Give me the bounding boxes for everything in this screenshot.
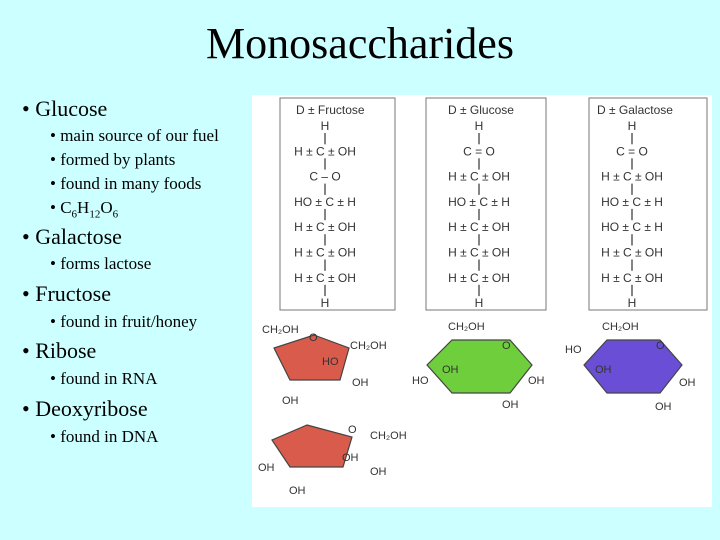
structures-svg xyxy=(252,95,712,507)
bullet-deoxyribose-item: • found in DNA xyxy=(50,427,159,446)
galactose-oh-right: OH xyxy=(679,377,696,389)
fructose-ch2oh-right: CH₂OH xyxy=(350,340,387,352)
glucose-ring-o: O xyxy=(502,340,511,352)
galactose-chain-label: D ± Galactose xyxy=(597,103,673,117)
chain-row: H ± C ± OH xyxy=(294,144,356,159)
ribose-oh-left: OH xyxy=(258,462,275,474)
bullet-glucose-item: • found in many foods xyxy=(50,174,202,193)
glucose-chain-label: D ± Glucose xyxy=(448,103,514,117)
galactose-ring-o: O xyxy=(656,340,665,352)
bullet-glucose: • Glucose xyxy=(22,96,108,121)
galactose-oh-bottom: OH xyxy=(655,401,672,413)
chain-row: H xyxy=(474,119,484,133)
chain-row: HO ± C ± H xyxy=(601,194,663,209)
formula-o: O xyxy=(100,198,113,217)
chain-row: H ± C ± OH xyxy=(448,245,510,260)
chain-row: C = O xyxy=(463,144,495,159)
chain-row: H xyxy=(474,296,484,311)
formula-bullet: • xyxy=(50,198,61,217)
chain-row: H ± C ± OH xyxy=(294,245,356,260)
formula-o-count: 6 xyxy=(112,208,119,221)
chain-row: H ± C ± OH xyxy=(294,220,356,235)
ribose-oh-inner: OH xyxy=(342,452,359,464)
chain-row: C – O xyxy=(309,169,341,184)
ribose-ch2oh: CH₂OH xyxy=(370,430,407,442)
fructose-oh-bottom: OH xyxy=(282,395,299,407)
chain-row: H ± C ± OH xyxy=(294,270,356,285)
bullet-fructose-item: • found in fruit/honey xyxy=(50,312,198,331)
bullet-galactose: • Galactose xyxy=(22,224,122,249)
formula-h: H xyxy=(77,198,90,217)
glucose-ho: HO xyxy=(412,375,429,387)
ribose-ring-o: O xyxy=(348,424,357,436)
chain-row: H xyxy=(627,119,637,133)
bullet-deoxyribose: • Deoxyribose xyxy=(22,396,148,421)
galactose-ho: HO xyxy=(565,344,582,356)
chain-row: H xyxy=(320,296,330,311)
formula-c: C xyxy=(60,198,72,217)
bullet-ribose: • Ribose xyxy=(22,338,97,363)
galactose-oh-inner: OH xyxy=(595,364,612,376)
bullet-galactose-item: • forms lactose xyxy=(50,254,152,273)
chain-row: H ± C ± OH xyxy=(601,270,663,285)
chain-row: H ± C ± OH xyxy=(448,169,510,184)
chain-row: HO ± C ± H xyxy=(601,220,663,235)
chain-rows xyxy=(294,119,663,310)
chain-row: H ± C ± OH xyxy=(448,270,510,285)
fructose-ring xyxy=(262,324,387,407)
chain-row: HO ± C ± H xyxy=(294,194,356,209)
formula-h-count: 12 xyxy=(89,208,101,221)
fructose-oh-right: OH xyxy=(352,377,369,389)
chain-row: H xyxy=(320,119,330,133)
galactose-ring xyxy=(565,321,696,413)
glucose-oh-inner: OH xyxy=(442,364,459,376)
ribose-pentagon xyxy=(272,425,352,467)
chain-row: H xyxy=(627,296,637,311)
ribose-ring xyxy=(258,424,407,497)
glucose-ring xyxy=(412,321,545,411)
bullet-glucose-item: • main source of our fuel xyxy=(50,126,219,145)
chain-row: C = O xyxy=(616,144,648,159)
glucose-oh-right: OH xyxy=(528,375,545,387)
bullet-fructose: • Fructose xyxy=(22,281,111,306)
slide-title: Monosaccharides xyxy=(206,19,514,68)
formula-c-count: 6 xyxy=(71,208,78,221)
bullet-glucose-item: • formed by plants xyxy=(50,150,176,169)
glucose-ch2oh: CH₂OH xyxy=(448,321,485,333)
fructose-ho: HO xyxy=(322,356,339,368)
fructose-chain-label: D ± Fructose xyxy=(296,103,365,117)
bullet-ribose-item: • found in RNA xyxy=(50,369,158,388)
sugar-structures-figure xyxy=(252,95,712,507)
ribose-oh-bottom: OH xyxy=(289,485,306,497)
glucose-formula xyxy=(50,197,118,219)
fructose-ch2oh-left: CH₂OH xyxy=(262,324,299,336)
chain-row: H ± C ± OH xyxy=(601,169,663,184)
glucose-oh-bottom: OH xyxy=(502,399,519,411)
chain-row: H ± C ± OH xyxy=(601,245,663,260)
galactose-ch2oh: CH₂OH xyxy=(602,321,639,333)
chain-row: HO ± C ± H xyxy=(448,194,510,209)
fructose-ring-o: O xyxy=(309,332,318,344)
chain-row: H ± C ± OH xyxy=(448,220,510,235)
ribose-oh-right: OH xyxy=(370,466,387,478)
